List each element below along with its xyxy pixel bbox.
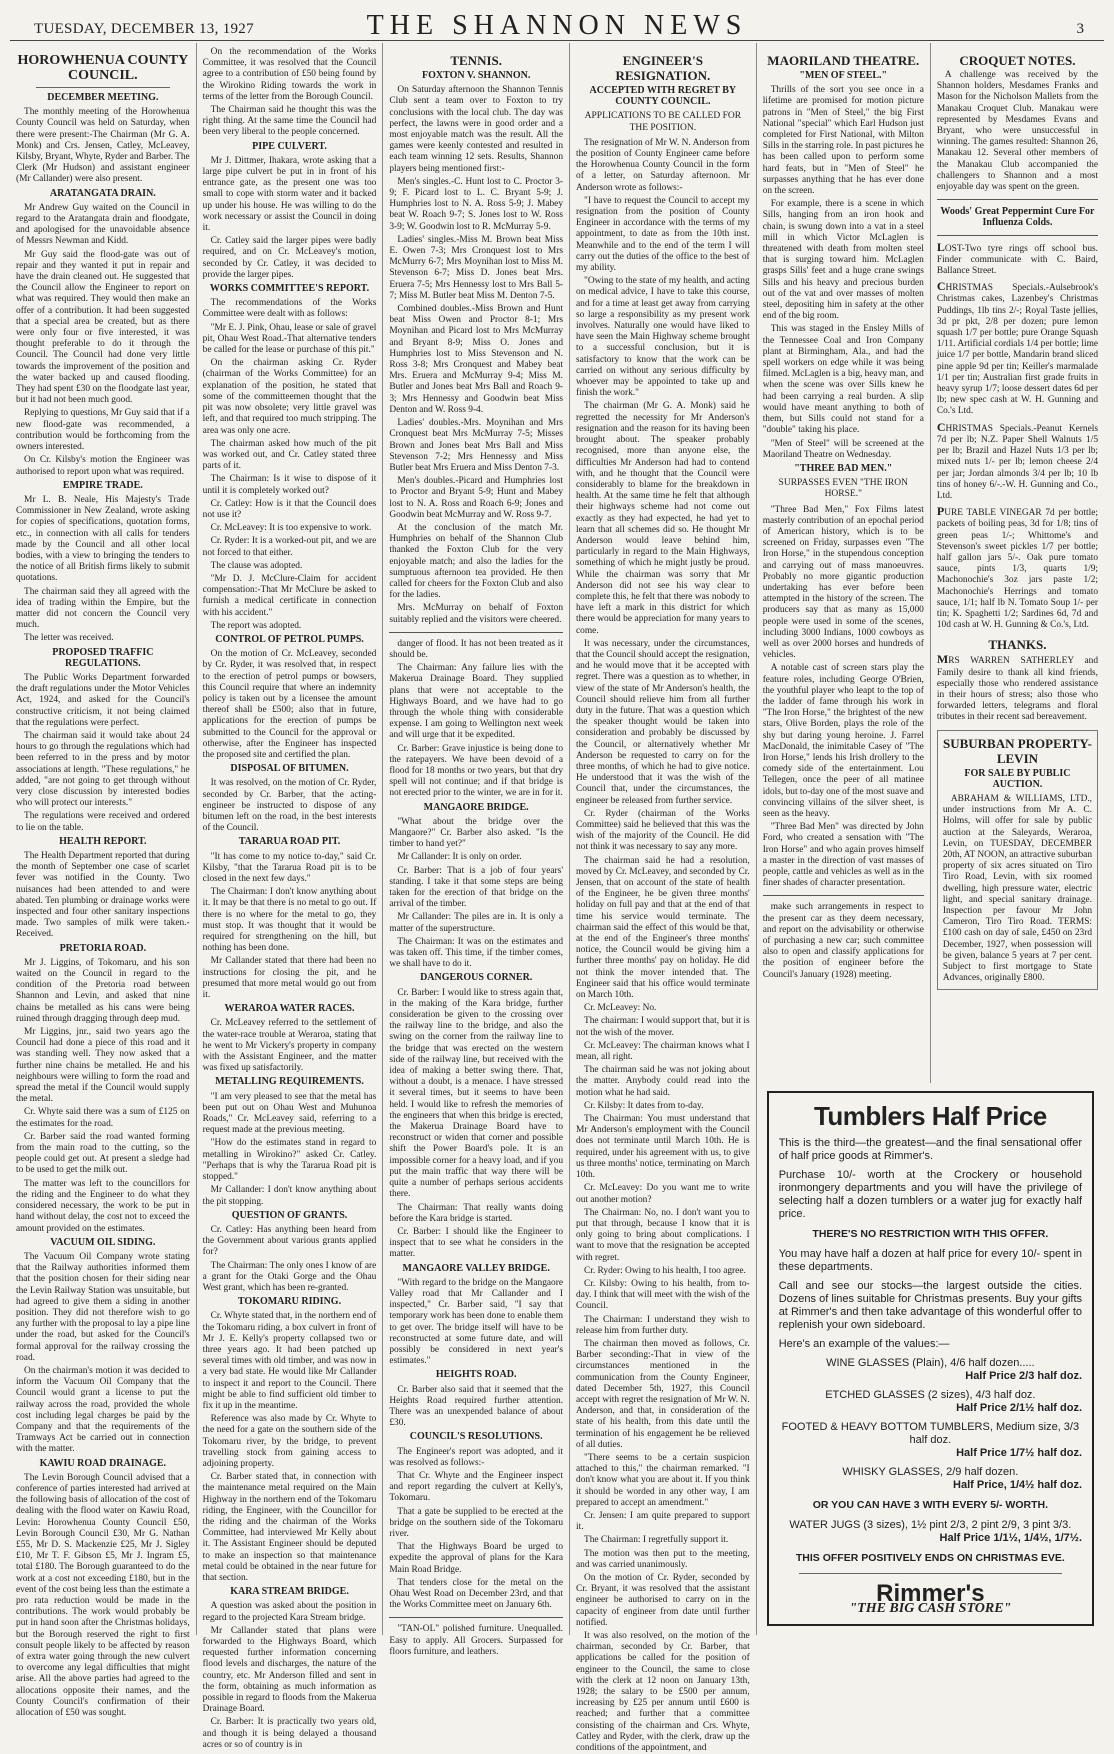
classifieds (936, 239, 1099, 632)
paragraph: That tenders close for the metal on the Ohau West Road on December 23rd, and that the Works Committee meet on January 6th. (389, 1577, 564, 1611)
divider (389, 632, 563, 633)
item-price: Half Price 2/1½ half doz. (956, 1402, 1083, 1415)
advert-price-list (779, 1357, 1082, 1492)
article-body (937, 70, 1098, 193)
advert-price-item (779, 1519, 1082, 1545)
paragraph: Cr. Whyte said there was a sum of £125 on the estimates for the road. (16, 1107, 190, 1129)
tanol-advert: "TAN-OL" polished furniture. Unequalled. Easy to apply. All Grocers. Surpassed for floors furniture, and leathers. (389, 1624, 564, 1657)
advert-callout: OR YOU CAN HAVE 3 WITH EVERY 5/- WORTH. (812, 1499, 1048, 1512)
column-2 (197, 43, 384, 1750)
paragraph: On Saturday afternoon the Shannon Tennis Club sent a team over to Foxton to try conclusions with the local club. The day was perfect, the lawns were in good order and a most enjoyable match was the result. All the games were keenly contested and resulted in each team winning 12 sets. Results, Shannon players being mentioned first:- (389, 85, 564, 174)
paragraph: The chairman said it would take about 24 hours to go through the regulations which had been referred to in the press and by motor associations at length. "These regulations," he added, "are not going to get through without very close discussion by interested bodies who will protect our interests." (16, 730, 190, 809)
paragraph: The Chairman: Any failure lies with the Makerua Drainage Board. They supplied plans that were not acceptable to the Highways Board, and we have had to go through the whole thing with considerable expense. I am going to Wellington next week and will urge that it be expedited. (389, 663, 564, 741)
paragraph: "I have to request the Council to accept my resignation from the position of County Engineer in accordance with the terms of my appointment, to date as from the 10th inst. Meanwhile and to the end of the term I will carry out the duties of the office to the best of my ability. (576, 195, 750, 274)
paragraph: Cr. Barber: I would like to stress again that, in the making of the Kara bridge, further consideration be given to the crossing over the railway line to the bridge, and also the swing on the corner from the railway line to the bridge that was erected on the western side of the railway line, but received with the idea of making a better swing there. That, without a doubt, is a menace. I have stressed it several times, but it seems to have been held. I would like to refresh the memories of the engineers that when this bridge is erected, the Makerua Drainage Board have to reconstruct or widen that corner and possible shift the Power Board's pole. It is an impossible corner for a heavy load, and if you put the main traffic that way there will be quite a number of perhaps serious accidents there. (389, 987, 564, 1200)
section-heading: DISPOSAL OF BITUMEN. (230, 763, 349, 775)
article-subheading-3: SURPASSES EVEN "THE IRON HORSE." (778, 478, 908, 500)
masthead (10, 0, 1104, 41)
paragraph: Mr Andrew Guy waited on the Council in regard to the Aratangata drain and floodgate, and apologised for the unavoidable absence of Messrs Newman and Kidd. (16, 202, 190, 247)
paragraph: Cr. McLeavey: No. (584, 1003, 657, 1014)
divider (937, 235, 1098, 236)
notice-initial: C (936, 279, 946, 294)
paragraph: Cr. Barber stated that, in connection with the maintenance metal required on the Main Highway in the northern end of the Tokomaru riding, the Engineer, with the Councillor for the riding and the chairman of the Works Committee, had interviewed Mr Kelly about it. The Assistant Engineer should be deputed to make an inspection so that maintenance metal could be obtained in the near future for that section. (202, 1472, 377, 1583)
paragraph: Cr. Barber: That is a job of four years' standing. I take it that some steps are being taken for the erection of that bridge on the arrival of the timber. (389, 865, 564, 910)
paragraph: The Chairman: The only ones I know of are a grant for the Otaki Gorge and the Ohau West grant, which has been re-granted. (202, 1260, 377, 1293)
paragraph: The Chairman: You must understand that Mr Anderson's employment with the Council does not terminate until March 10th. He is required, under his agreement with us, to give us three months' notice, terminating on March 10th. (576, 1114, 750, 1181)
paragraph: The chairman said they all agreed with the idea of trading within the Empire, but the matter did not concern the Council very much. (16, 586, 190, 631)
paragraph: Cr. Kilsby: It dates from to-day. (584, 1100, 704, 1111)
divider (937, 199, 1098, 200)
section-heading: COUNCIL'S RESOLUTIONS. (409, 1431, 543, 1443)
paragraph: Men's doubles.-Picard and Humphries lost to Proctor and Bryant 5-9; Hunt and Mabey lost to N. A. Ross and Roach 6-9; Jones and Goodwin beat McMurray and W. Ross 9-7. (389, 476, 564, 520)
paragraph: The recommendations of the Works Committee were dealt with as follows: (202, 298, 377, 320)
paragraph: Cr. McLeavey referred to the settlement of the water-race trouble at Weraroa, stating that he went to Mr Vickery's property in company with the Assistant Engineer, and the matter was fixed up satisfactorily. (202, 1018, 377, 1074)
paragraph: The chairman asked how much of the pit was worked out, and Cr. Catley stated three parts of it. (202, 438, 377, 472)
advert-callout: THERE'S NO RESTRICTION WITH THIS OFFER. (812, 1228, 1049, 1240)
columns-5-6 (757, 43, 1104, 1635)
paragraph: "Mr E. J. Pink, Ohau, lease or sale of gravel pit, Ohau West Road.-That alternative tenders be called for the lease or purchase of this pit." (202, 322, 377, 356)
paragraph: Cr. Barber: I should like the Engineer to inspect that to see what he considers in the matter. (389, 1226, 564, 1260)
paragraph: Thrills of the sort you see once in a lifetime are promised for motion picture patrons in "Men of Steel," the big First National "special" which Earl Hudson just completed for First National, with Milton Sills in the starring role. In past pictures he has been called upon to perform some hard feats, but in "Men of Steel" he surpasses anything that he has ever done on the screen. (762, 85, 924, 197)
paragraph: A challenge was received by the Shannon holders, Mesdames Franks and Mason for the Nicholson Mallets from the Manakau Croquet Club. Manakau were represented by Mesdames Evans and Bryant, who were unsuccessful in winning. The games resulted: Shannon 26, Manakau 12. Several other members of the Manakau Club accompanied the challengers to Shannon and a most enjoyable day was spent on the green. (936, 70, 1099, 193)
suburban-property-notice (937, 730, 1098, 991)
paragraph: Mr J. Liggins, of Tokomaru, and his son waited on the Council in regard to the condition of the Pretoria road between Shannon and Levin, and asked that nine chains be metalled as his cans were being ruined through dragging through deep mud. (16, 957, 190, 1024)
page-number: 3 (1076, 21, 1084, 37)
paragraph: The Chairman: I regretfully support it. (584, 1535, 729, 1546)
paragraph: "Mr D. J. McClure-Claim for accident compensation:-That Mr McClure be asked to furnish a medical certificate in connection with his accident." (202, 573, 377, 618)
paragraph: "There seems to be a certain suspicion attached to this," the chairman remarked. "I don't know what you are about it. If you think it should be worded in any other way, I am prepared to accept an amendment." (576, 1452, 750, 1508)
paragraph: It was resolved, on the motion of Cr. Ryder, seconded by Cr. Barber, that the acting-engineer be instructed to dispose of any bitumen left on the road, in the best interests of the Council. (202, 778, 377, 834)
paragraph: "How do the estimates stand in regard to metalling in Wirokino?" asked Cr. Catley. "Perhaps that is why the Tararua Road pit is stopped." (202, 1138, 377, 1183)
columns (10, 43, 1104, 1754)
advert-price-item (779, 1389, 1082, 1415)
paragraph: "What about the bridge over the Mangaore?" Cr. Barber also asked. "Is the timber to hand yet?" (389, 816, 564, 850)
notice-text: HRISTMAS Specials.-Peanut Kernels 7d per lb; N.Z. Paper Shell Walnuts 1/5 per lb; Brazil and Hazel Nuts 1/3 per lb; mixed nuts 1/- per lb; lemon cheese 2/4 per jar; Jordan almonds 3/4 per lb; 10 lb tins of honey 6/-.-W. H. Gunning and Co., Ltd. (936, 423, 1099, 501)
advert-price-item (779, 1466, 1082, 1492)
paragraph: Cr. Barber: Grave injustice is being done to the ratepayers. We have been devoid of a flood for 18 months or two years, but that dry spell will not continue; and if that bridge is not erected prior to the winter, we are in for it. (389, 743, 564, 799)
item-price: Half Price 2/3 half doz. (965, 1370, 1083, 1383)
advert-brand: Rimmer's (876, 1579, 985, 1607)
item-name: FOOTED & HEAVY BOTTOM TUMBLERS, Medium size, 3/3 half doz. (781, 1421, 1080, 1447)
article-subheading: ACCEPTED WITH REGRET BY COUNTY COUNCIL. (589, 85, 737, 108)
paragraph: On the chairman's motion it was decided to inform the Vacuum Oil Company that the Council would grant a license to put the railway across the road, provided the whole cost including legal charges be paid by the Company and that the requirements of the Tramways Act be carried out in connection with the matter. (16, 1365, 190, 1455)
paragraph: The Chairman: Is it wise to dispose of it until it is completely worked out? (202, 474, 377, 496)
issue-date: TUESDAY, DECEMBER 13, 1927 (34, 21, 254, 37)
divider (763, 895, 924, 896)
item-name: WHISKY GLASSES, 2/9 half dozen. (842, 1466, 1019, 1479)
paragraph: Cr. Catley: Has anything been heard from the Government about various grants applied for? (202, 1224, 377, 1258)
paragraph: The Levin Borough Council advised that a conference of parties interested had arrived at the following basis of allocation of the cost of dealing with the flood water on Kawiu Road, Levin: Horowhenua County Council £50, Levin Borough Council £30, Mr G. Nathan £55, Mr D. S. Mackenzie £25, Mr J. Sigley £10, Mr T. F. Gibson £5, Mr J. Ingram £5, total £180. The Borough guaranteed to do the work at a cost not exceeding £180, but in the event of the cost being less than the estimate a pro rata reduction would be made in the contributions. The work would probably be put in hand soon after the Christmas holidays, but the Borough reserved the right to first consult people likely to be affected by reason of extra water going through the new culvert to overcome any legal difficulties that might arise. All the above parties had agreed to the allocations opposite their names, and the County Council's confirmation of their allocation of £50 was sought. (16, 1472, 190, 1719)
article-body (389, 85, 563, 626)
paragraph: Combined doubles.-Miss Brown and Hunt beat Miss Owen and Proctor 8-1; Mrs Moynihan and Picard lost to Mrs McMurray and Bryant 8-9; Miss O. Jones and Humphries lost to Miss Stevenson and N. Ross 3-8; Mrs Cronquest and Mabey beat Mrs. Eruera and McMurray 9-4; Miss M. Butler and Jones beat Mrs Ball and Roach 9-3; Mrs Hennessy and Goodwin beat Miss Denton and W. Ross 9-4. (389, 304, 564, 415)
advert-slogan: "THE BIG CASH STORE" (849, 1600, 1012, 1616)
paragraph: The letter was received. (24, 633, 114, 644)
paragraph: The regulations were received and ordered to lie on the table. (16, 811, 190, 833)
section-heading: HEALTH REPORT. (59, 835, 147, 847)
item-name: WATER JUGS (3 sizes), 1½ pint 2/3, 2 pint 2/9, 3 pint 3/3. (789, 1519, 1072, 1532)
section-heading: KARA STREAM BRIDGE. (230, 1586, 349, 1598)
notice-text: RS WARREN SATHERLEY and Family desire to thank all kind friends, especially those who rendered assistance in their hours of stress; also those who forwarded letters, telegrams and floral tributes in their recent sad bereavement. (936, 656, 1099, 723)
paragraph: Mr Callander stated that plans were forwarded to the Highways Board, which requested further information concerning flood levels and discharges, the nature of the country, etc. Mr Anderson filled and sent in the form, obtaining as much information as possible in regard to floods from the Makerua Drainage Board. (202, 1625, 377, 1715)
article-subheading: DECEMBER MEETING. (47, 92, 159, 103)
paragraph: The report was adopted. (210, 620, 302, 631)
classified-notice (936, 419, 1099, 502)
paragraph: At the conclusion of the match Mr. Humphries on behalf of the Shannon Club thanked the Foxton Club for the very enjoyable match; and also the ladies for the sumptuous afternoon tea provided. He then called for cheers for the Foxton Club and also for the ladies. (389, 522, 564, 601)
section-heading: CONTROL OF PETROL PUMPS. (215, 633, 364, 645)
paragraph: On the motion of Cr. McLeavey, seconded by Cr. Ryder, it was resolved that, in respect to the erection of petrol pumps or bowsers, this Council require that where an indemnity policy is taken out by a licensee the amount thereof shall be £500; also that in future, applications for the erection of pumps be submitted to the Council for the approval or otherwise, after the Engineer has inspected the proposed site and certified the plan. (202, 649, 377, 760)
section-heading: EMPIRE TRADE. (62, 479, 143, 491)
advert-text: You may have half a dozen at half price for every 10/- spent in these departments. (778, 1248, 1083, 1274)
column-5 (757, 43, 931, 1083)
notice-initial: L (936, 239, 945, 254)
advert-title: Tumblers Half Price (813, 1101, 1047, 1131)
article-heading: HOROWHENUA COUNTY COUNCIL. (17, 53, 189, 83)
paragraph: "Men of Steel" will be screened at the Maoriland Theatre on Wednesday. (762, 438, 924, 460)
advert-callout: THIS OFFER POSITIVELY ENDS ON CHRISTMAS EVE. (795, 1552, 1065, 1565)
section-heading: PRETORIA ROAD. (59, 942, 147, 954)
paragraph: The matter was left to the councillors for the riding and the Engineer to do what they considered necessary, the work to be put in hand without delay, the cost not to exceed the amount provided on the estimates. (16, 1178, 190, 1234)
paragraph: The motion was then put to the meeting, and was carried unanimously. (576, 1548, 750, 1570)
paragraph: This was staged in the Ensley Mills of the Tennessee Coal and Iron Company plant at Birmingham, Ala., and had the spell workers on edge while it was being filmed. McLaglen is a big, heavy man, and when the scene was over Sills knew he had been carrying a real burden. A slip would have meant anything to both of them, but Sills could not stand for a "double" taking his place. (762, 324, 924, 436)
classified-notice (936, 239, 1099, 278)
classified-notice (937, 506, 1098, 631)
paragraph: Cr. McLeavey: Do you want me to write out another motion? (576, 1183, 750, 1205)
paragraph: Cr. McLeavey: It is too expensive to work. (210, 523, 372, 534)
article-heading: MAORILAND THEATRE. (767, 53, 920, 68)
paragraph: Cr. Catley said the larger pipes were badly required, and on Cr. McLeavey's motion, seconded by Cr. Catley, it was decided to provide the larger pipes. (202, 236, 377, 280)
paragraph: It was necessary, under the circumstances, that the Council should accept the resignation, and he would move that it be accepted with regret. There was a question as to whether, in view of the state of Mr Anderson's health, the Council should relieve him from all further duty in the future. That was a question which the speaker thought would be taken into consideration and probably be discussed by the Council, or alternatively whether Mr Anderson be requested to carry on for the three months, of which he had to give notice. He understood that it was the wish of the Council that, under the circumstances, the engineer be released from further service. (576, 638, 750, 806)
paragraph: The chairman: I would support that, but it is not the wish of the mover. (576, 1016, 750, 1038)
section-heading: TOKOMARU RIDING. (237, 1296, 342, 1308)
paragraph: That the Highways Board be urged to expedite the approval of plans for the Kara Main Road Bridge. (389, 1542, 564, 1575)
article-body (16, 107, 190, 1719)
paragraph: The Chairman: That really wants doing before the Kara bridge is started. (389, 1202, 564, 1224)
paragraph: On the recommendation of the Works Committee, it was resolved that the Council agree to a contribution of £50 being found by the Wirokino Riding towards the work in terms of the letter from the Borough Council. (202, 47, 377, 102)
item-price: Half Price 1/1½, 1/4½, 1/7½. (939, 1532, 1083, 1545)
advert-text: Here's an example of the values:— (778, 1338, 950, 1351)
column-3 (383, 43, 570, 1657)
paragraph: Men's singles.-C. Hunt lost to C. Proctor 3-9; F. Picard lost to L. C. Bryant 5-9; J. Humphries lost to N. A. Ross 5-9; J. Mabey beat W. Roach 9-7; S. Jones lost to W. Ross 3-9; W. Goodwin lost to R. McMurray 5-9. (389, 176, 564, 232)
paragraph: Mr L. B. Neale, His Majesty's Trade Commissioner in New Zealand, wrote asking for copies of specifications, quotation forms, etc., in connection with all calls for tenders made by the Council and all other local bodies, with a view to bringing the tenders to the notice of all British firms likely to submit quotations. (16, 494, 190, 584)
section-heading: TARARUA ROAD PIT. (238, 836, 341, 848)
paragraph: Mr Callander stated that there had been no instructions for closing the pit, and he presumed that more metal would go out from it. (202, 956, 377, 1001)
paragraph: The chairman said he was not joking about the matter. Anybody could read into the motion what he had said. (576, 1065, 750, 1098)
advert-price-item (779, 1357, 1082, 1383)
notice-subheading: FOR SALE BY PUBLIC AUCTION. (964, 767, 1071, 790)
paragraph: The Public Works Department forwarded the draft regulations under the Motor Vehicles Act, 1924, and asked for the Council's constructive criticism, it not being claimed that the regulations were perfect. (16, 672, 190, 728)
paragraph: On the chairman asking Cr. Ryder (chairman of the Works Committee) for an explanation of the position, he stated that some of the committeemen thought that the pit was now obsolete; very little gravel was left, and that required too much stripping. The area was only one acre. (202, 358, 377, 436)
paragraph: On Cr. Kilsby's motion the Engineer was authorised to report upon what was required. (16, 455, 190, 477)
notice-initial: C (936, 419, 946, 434)
paragraph: The Chairman: I don't know anything about it. It may be that there is no metal to go out. If there is no where for the metal to go, they must stop. It was thought that it would be required for strengthening on the hill, but nothing has been done. (202, 887, 377, 954)
section-heading: PIPE CULVERT. (252, 140, 327, 152)
item-price: Half Price, 1/4½ half doz. (953, 1479, 1083, 1492)
paragraph: Reference was also made by Cr. Whyte to the need for a gate on the southern side of the Tokomaru river, by the bridge, to prevent travelling stock from gaining access to adjoining property. (202, 1414, 377, 1469)
paragraph: Mrs. McMurray on behalf of Foxton suitably replied and the visitors were cheered. (389, 603, 564, 625)
paragraph: The Engineer's report was adopted, and it was resolved as follows:- (389, 1446, 564, 1468)
divider (389, 1617, 563, 1618)
paragraph: A notable cast of screen stars play the feature roles, including George O'Brien, the youthful player who leapt to the top of the ladder of fame through his work in "The Iron Horse," the brightest of the new stars, Olive Borden, plays the role of the shy but daring young heroine. J. Farrel MacDonald, the inimitable Casey of "The Iron Horse," lends his Irish drollery to the comedy side of the entertainment. Lou Tellegen, once the peer of all matinee idols, but to-day one of the most suave and convincing villains of the silver sheet, is seen as the heavy. (762, 663, 924, 819)
article-subheading-2: "THREE BAD MEN." (794, 462, 893, 474)
advert-text: Call and see our stocks—the largest outside the cities. Dozens of lines suitable for Christmas presents. Buy your gifts at Rimmer's and then take advantage of this wonderful offer to replenish your own sideboard. (778, 1280, 1083, 1332)
article-continuation (389, 639, 563, 1612)
notice-text: ABRAHAM & WILLIAMS, LTD., under instructions from Mr A. C. Holms, will offer for sale by public auction at the Saleyards, Weraroa, Levin, on TUESDAY, DECEMBER 20th, AT NOON, an attractive suburban property of six acres situated on Tiro Tiro Road, Levin, with six roomed dwelling, high pressure water, electric light, and special sanitary drainage. Inspection per favour Mr John Cameron, Tiro Tiro Road. TERMS: £100 cash on day of sale, £450 on 23rd December, 1927, when possession will be given, balance 5 years at 7 per cent. Subject to first mortgage to State Advances, originally £800. (942, 793, 1093, 984)
paragraph: "It has come to my notice to-day," said Cr. Kilsby, "that the Tararua Road pit is to be closed in the next few days." (202, 851, 377, 885)
paragraph: The Chairman: It was on the estimates and was taken off. This time, if the timber comes, we shall have to do it. (389, 936, 564, 970)
article-heading: TENNIS. (450, 53, 503, 68)
paragraph: That Cr. Whyte and the Engineer inspect and report regarding the culvert at Kelly's, Tokomaru. (389, 1470, 564, 1504)
advert-text: This is the third—the greatest—and the final sensational offer of half price goods at Rimmer's. (778, 1137, 1083, 1162)
item-price: Half Price 1/7½ half doz. (956, 1447, 1083, 1460)
notice-initial: P (936, 504, 945, 519)
article-body (763, 85, 924, 461)
paragraph: The Vacuum Oil Company wrote stating that the Railway authorities informed them that the position chosen for their siding near the Levin Railway Station was unsuitable, but had agreed to give them a siding in another position. They did not therefore wish to go any further with the proposal to lay a pipe line under the road, but asked for the Council's formal approval for the railway crossing the road. (16, 1251, 190, 1363)
paragraph: Ladies' doubles.-Mrs. Moynihan and Mrs Cronquest beat Mrs McMurray 7-5; Misses Brown and Jones beat Mrs Ball and Miss Stevenson 7-2; Mrs Hennessy and Miss Butler beat Mrs Eruera and Miss Denton 7-3. (389, 418, 564, 473)
paragraph: Mr Liggins, jnr., said two years ago the Council had done a piece of this road and it was standing well. They now asked that a further nine chains be metalled. He and his neighbours were willing to form the road and spread the metal if the Council would supply the metal. (16, 1027, 190, 1105)
article-body-2 (763, 505, 924, 890)
article-subheading: FOXTON V. SHANNON. (422, 70, 531, 81)
paragraph: Cr. Barber said the road wanted forming from the main road to the cutting, so the people could get out. At present a sledge had to be used to get the milk out. (16, 1131, 190, 1176)
newspaper-title: THE SHANNON NEWS (366, 10, 748, 41)
item-name: ETCHED GLASSES (2 sizes), 4/3 half doz. (825, 1389, 1036, 1402)
article-heading: ENGINEER'S RESIGNATION. (615, 53, 711, 83)
paragraph: Cr. Barber also said that it seemed that the Heights Road required further attention. There was an unexpended balance of about £30. (389, 1384, 564, 1429)
section-heading: METALLING REQUIREMENTS. (215, 1076, 364, 1088)
column-1 (10, 43, 197, 1719)
paragraph: Mr Callander: The piles are in. It is only a matter of the superstructure. (389, 912, 564, 934)
paragraph: "Three Bad Men," Fox Films latest masterly contribution of an epochal period of American history, which is to be screened on Friday, surpasses even "The Iron Horse," in the stupendous conception and carrying out of mass manoeuvres. Probably no more gigantic production undertaking has ever before been attempted in the history of the screen. The producers say that as many as 15,000 people were used in some of the scenes, including 3000 Indians, 1000 cowboys as well as over 2000 horses and hundreds of vehicles. (762, 504, 924, 661)
paragraph: Cr. Ryder: Owing to his health, I too agree. (584, 1265, 746, 1276)
paragraph: "Three Bad Men" was directed by John Ford, who created a sensation with "The Iron Horse" and who again proves himself a master in the direction of vast masses of people, cattle and vehicles as well as in the finer shades of character presentation. (762, 822, 924, 889)
article-body (576, 138, 750, 1754)
paragraph: The chairman then moved as follows, Cr. Barber seconding:-That in view of the circumstances mentioned in the communication from the County Engineer, dated December 5th, 1927, this Council accept with regret the resignation of Mr W. N. Anderson, and that, in consideration of the state of his health, from this date until the termination of his engagement he be relieved of all duties. (576, 1338, 750, 1450)
article-heading: CROQUET NOTES. (959, 53, 1076, 68)
paragraph: For example, there is a scene in which Sills, hanging from an iron hook and chain, is swung down into a vat in a steel mill in which Victor McLaglen is threatened with death from molten steel that is surging toward him. McLaglen grasps Sills' feet and a huge crane swings Sills and his heavy and precious burden out of the vat and over masses of molten steel, depositing him in safety at the other end of the big room. (762, 199, 924, 322)
paragraph: Cr. Ryder (chairman of the Works Committee) said he believed that this was the wish of the majority of the Council. He did not think it was necessary to say any more. (576, 808, 750, 853)
notice-text: OST-Two tyre rings off school bus. Finder communicate with C. Baird, Ballance Street. (936, 243, 1099, 277)
columns-5-6-top (757, 43, 1104, 1083)
paragraph: The resignation of Mr W. N. Anderson from the position of County Engineer came before the Horowhenua County Council in the form of a letter, on Saturday afternoon. Mr Anderson wrote as follows:- (576, 137, 750, 193)
column-4 (570, 43, 757, 1754)
notice-initial: M (936, 652, 949, 667)
rimmers-advert-wrap (757, 1083, 1104, 1626)
advert-text: Purchase 10/- worth at the Crockery or household ironmongery departments and you will have the privilege of selecting half a dozen tumblers or a water jug for exactly half price. (778, 1169, 1083, 1220)
paragraph: The Chairman said he thought this was the right thing. At the same time the Council had been very liberal to the people concerned. (202, 105, 377, 138)
section-heading: ARATANGATA DRAIN. (49, 187, 156, 199)
paragraph: The monthly meeting of the Horowhenua County Council was held on Saturday, when there were present:-The Chairman (Mr G. A. Monk) and Crs. Jensen, Catley, McLeavey, Kilsby, Bryant, Whyte, Ryder and Barber. The Clerk (Mr Hudson) and assistant engineer (Mr Callander) were also present. (16, 107, 190, 185)
paragraph: A question was asked about the position in regard to the projected Kara Stream bridge. (202, 1601, 377, 1623)
paragraph: "With regard to the bridge on the Mangaore Valley road that Mr Callander and I inspected," Cr. Barber said, "I say that temporary work has been done to enable them to get over. The bridge itself will have to be reconstructed at some future date, and will possibly be considered in next year's estimates." (389, 1277, 564, 1367)
paragraph: The Chairman: No, no. I don't want you to put that through, because I know that it is only going to bring about complications. I want to move that the resignation be accepted with regret. (576, 1207, 750, 1263)
paragraph: The Health Department reported that during the month of September one case of scarlet fever was notified in the County. Two nuisances had been attended to and were abated. Ten plumbing or drainage works were inspected and four other sanitary inspections made. Two samples of milk were taken.-Received. (16, 851, 190, 940)
notice-heading: SUBURBAN PROPERTY-LEVIN (942, 735, 1092, 766)
paragraph: "Owing to the state of my health, and acting on medical advice, I have to take this course, and for a time at least get away from carrying so large a responsibility as my present work involves. Naturally one would have liked to have seen the Main Highway scheme brought to a successful conclusion, but it is satisfactory to know that the work can be carried on without any serious difficulty by whoever may be appointed to take up and finish the work." (576, 276, 750, 399)
paragraph: Cr. Ryder: It is a worked-out pit, and we are not forced to that either. (202, 536, 377, 558)
paragraph: Mr J. Dittmer, Ihakara, wrote asking that a large pipe culvert be put in in front of his entrance gate, as the present one was too small to cope with storm water and it backed up under his house. He was willing to do the work necessary or assist the Council in doing it. (202, 155, 377, 234)
paragraph: The chairman said he had a resolution, moved by Cr. McLeavey, and seconded by Cr. Jensen, that on account of the state of health of the Engineer, he be given three months' holiday on full pay and that at the end of that time his service would terminate. The chairman said the effect of this would be that, at the end of the Engineer's three months' notice, the Council would be giving him a further three months' pay on holiday. He did not think the mover intended that. The Engineer said that his office would terminate on March 10th. (576, 855, 750, 1001)
paragraph: Cr. McLeavey: The chairman knows what I mean, all right. (576, 1040, 750, 1063)
paragraph: Cr. Jensen: I am quite prepared to support it. (576, 1510, 750, 1533)
column-6 (931, 43, 1104, 1083)
paragraph: danger of flood. It has not been treated as it should be. (389, 638, 564, 660)
thanks-notice (937, 654, 1098, 723)
woods-advert: Woods' Great Peppermint Cure For Influenza Colds. (940, 206, 1095, 229)
section-heading: KAWIU ROAD DRAINAGE. (39, 1457, 167, 1469)
paragraph: Cr. Kilsby: Owing to his health, from to-day. I think that will meet with the wish of the Council. (576, 1278, 750, 1312)
section-heading: DANGEROUS CORNER. (420, 972, 533, 984)
paragraph: The clause was adopted. (210, 560, 303, 571)
section-heading: HEIGHTS ROAD. (435, 1369, 517, 1381)
notice-text: HRISTMAS Specials.-Aulsebrook's Christmas cakes, Lazenbey's Christmas Puddings, 1lb tins 2/-; Royal Taste jellies, 3d pr pkt, 2/8 per dozen; pure lemon squash 1/7 per bottle; pure Orange Squash 1/11. Artificial cordials 1/4 per bottle; lime juice 1/7 per bottle, Mandarin brand sliced pine apple 9d per tin; Keiller's marmalade 1/1 per tin; Australian first grade fruits in heavy syrup 1/7; loose dessert dates 6d per lb; new spec cash at W. H. Gunning and Co.'s Ltd. (936, 283, 1099, 417)
section-heading: PROPOSED TRAFFIC REGULATIONS. (52, 646, 154, 669)
paragraph: Mr Callander: It is only on order. (397, 852, 522, 863)
article-continuation: make such arrangements in respect to the present car as they deem necessary, and report on the advisability or otherwise of purchasing a new car; such committee also to open and classify applications for the position of engineer before the Council's January (1928) meeting. (762, 902, 924, 980)
paragraph: "I am very pleased to see that the metal has been put out on Ohau West and Muhunoa Roads," Cr. McLeavey said, referring to a request made at the previous meeting. (202, 1091, 377, 1136)
divider (799, 1573, 1062, 1574)
notice-text: URE TABLE VINEGAR 7d per bottle; packets of boiling peas, 3d for 1/8; tins of green peas 1/-; Whittome's and Stevenson's sweet pickles 1/7 per bottle; half gallon jars 5/-. Oak pure tomato sauce, pints 1/3, quarts 1/9; Machonochie's 3oz jars paste 1/2; Machonochie's Herrings and tomato sauce, 1/1; half lb N. Tomato Soup 1/- per tin; K. Spaghetti 1/2; Sardines 6d, 7d and 10d cash at W. H. Gunning & Co.'s, Ltd. (936, 508, 1099, 631)
rimmers-advert (767, 1091, 1094, 1626)
paragraph: Cr. Barber: It is practically two years old, and though it is being delayed a thousand acres or so of country is in (202, 1717, 377, 1750)
classified-notice (937, 281, 1098, 417)
paragraph: Cr. Catley: How is it that the Council does not use it? (202, 498, 377, 520)
section-heading: QUESTION OF GRANTS. (231, 1209, 348, 1221)
divider (36, 87, 170, 88)
paragraph: Ladies' singles.-Miss M. Brown beat Miss E. Owen 7-3; Mrs Cronquest lost to Mrs McMurry 6-7; Mrs Moynihan lost to Miss M. Stevenson 6-7; Miss D. Jones beat Mrs. Eruera 7-5; Mrs Hennessy lost to Mrs Ball 5-7; Miss M. Butler beat Miss M. Denton 7-5. (389, 234, 564, 301)
paragraph: The chairman (Mr G. A. Monk) said he regretted the necessity for Mr Anderson's resignation and the reason for its having been brought about. The speaker probably recognised, more than anyone else, the difficulties Mr Anderson had had to contend with, and he thought that the Council were considerably to blame for the breakdown in health. At the same time he felt that although their highways scheme had not come out exactly as they had expected, he had yet to learn that all schemes did so. He thought Mr Anderson would leave behind him, particularly in regard to the Main Highways, something of which he might justly be proud. While the chairman was sorry that Mr Anderson did not see his way clear to complete this, he felt that there was nobody to have left a mark in this district for which there would be appreciation for many years to come. (576, 401, 750, 636)
article-subheading-2: APPLICATIONS TO BE CALLED FOR THE POSITION. (584, 111, 742, 133)
paragraph: It was also resolved, on the motion of the chairman, seconded by Cr. Barber, that applications be called for the position of engineer to the Council, the same to close with the clerk at 12 noon on January 13th, 1928; the salary to be £500 per annum, increasing by £25 per annum until £600 is reached; and further that a committee consisting of the chairman and Crs. Whyte, Catley and Ryder, with the clerk, draw up the conditions of the appointment, and (576, 1631, 750, 1754)
section-heading: MANGAORE BRIDGE. (423, 801, 529, 813)
paragraph: Mr Guy said the flood-gate was out of repair and they wanted it put in repair and have the drain cleaned out. He suggested that the Council allow the Engineer to report on what was required. They would then make an offer of a contribution. It had been suggested that a special area be created, but as there were only four or five interested, it was thought preferable to do it through the Council. The Council had done very little towards the improvement of the position and the water backed up and caused flooding. They had spent £30 on the floodgate last year, but it had not been much good. (16, 249, 190, 406)
article-subheading: "MEN OF STEEL." (799, 70, 888, 81)
paragraph: Cr. Whyte stated that, in the northern end of the Tokomaru riding, a box culvert in front of Mr J. E. Kelly's property collapsed two or three years ago. It had been patched up several times with old timber, and was now in a very bad state. He would like Mr Callander to inspect it and report to the Council. There might be able to find sufficient old timber to fix it up in the meantime. (202, 1311, 377, 1411)
section-heading: MANGAORE VALLEY BRIDGE. (402, 1262, 550, 1274)
paragraph: On the motion of Cr. Ryder, seconded by Cr. Bryant, it was resolved that the assistant engineer be authorised to carry on in the capacity of engineer from date until further notified. (576, 1573, 750, 1628)
paragraph: That a gate be supplied to be erected at the bridge on the southern side of the Tokomaru river. (389, 1506, 564, 1539)
section-heading: WERAROA WATER RACES. (224, 1003, 355, 1015)
advert-price-item (779, 1421, 1082, 1460)
section-heading: WORKS COMMITTEE'S REPORT. (209, 283, 370, 295)
section-heading: VACUUM OIL SIDING. (50, 1236, 156, 1248)
item-name: WINE GLASSES (Plain), 4/6 half dozen..... (826, 1357, 1035, 1370)
classified-notice (937, 654, 1098, 723)
paragraph: Replying to questions, Mr Guy said that if a new flood-gate was recommended, a contribution would be forthcoming from the owners interested. (16, 408, 190, 453)
thanks-heading: THANKS. (988, 637, 1047, 653)
paragraph: Mr Callander: I don't know anything about the pit stopping. (202, 1185, 377, 1207)
paragraph: The Chairman: I understand they wish to release him from further duty. (576, 1314, 750, 1336)
article-body (203, 47, 377, 1751)
